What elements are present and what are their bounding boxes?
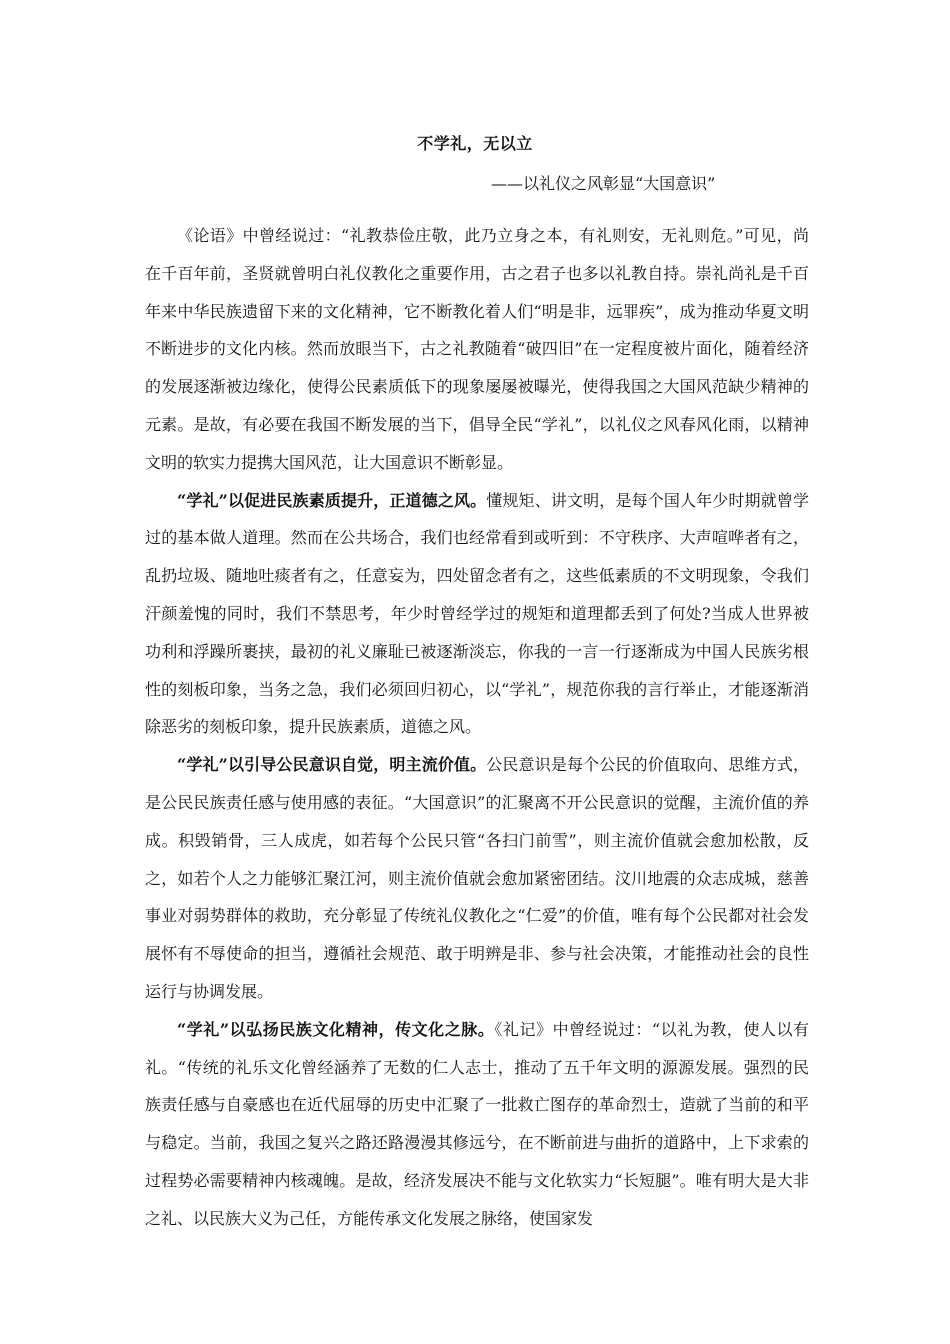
essay-subtitle: ——以礼仪之风彰显“大国意识”	[491, 174, 716, 193]
paragraph-lead: “学礼”以促进民族素质提升，正道德之风。	[177, 490, 487, 510]
paragraph-text: 公民意识是每个公民的价值取向、思维方式，是公民民族责任感与使用感的表征。“大国意识”的汇聚离不开公民意识的觉醒，主流价值的养成。积毁销骨，三人成虎，如若每个公民只管“各扫门前雪”，则主流价值就会愈加松散，反之，如若个人之力能够汇聚江河，则主流价值就会愈加紧密团结。汶川地震的众志成城，慈善事业对弱势群体的救助，充分彰显了传统礼仪教化之“仁爱”的价值，唯有每个公民都对社会发展怀有不辱使命的担当，遵循社会规范、敢于明辨是非、参与社会决策，才能推动社会的良性运行与协调发展。	[145, 755, 809, 1001]
paragraph-lead: “学礼”以弘扬民族文化精神，传文化之脉。	[177, 1019, 495, 1039]
paragraph-lead: “学礼”以引导公民意识自觉，明主流价值。	[177, 755, 487, 775]
paragraph-intro	[145, 217, 809, 482]
essay-body	[145, 217, 809, 1238]
paragraph-point-3	[145, 1011, 809, 1238]
paragraph-point-1	[145, 482, 809, 747]
essay-title: 不学礼，无以立	[417, 134, 533, 153]
paragraph-point-2	[145, 746, 809, 1011]
paragraph-text: 《论语》中曾经说过：“礼教恭俭庄敬，此乃立身之本，有礼则安，无礼则危。”可见，尚在千百年前，圣贤就曾明白礼仪教化之重要作用，古之君子也多以礼教自持。崇礼尚礼是千百年来中华民族遗留下来的文化精神，它不断教化着人们“明是非，远罪疾”，成为推动华夏文明不断进步的文化内核。然而放眼当下，古之礼教随着“破四旧”在一定程度被片面化，随着经济的发展逐渐被边缘化，使得公民素质低下的现象屡屡被曝光，使得我国之大国风范缺少精神的元素。是故，有必要在我国不断发展的当下，倡导全民“学礼”，以礼仪之风春风化雨，以精神文明的软实力提携大国风范，让大国意识不断彰显。	[145, 226, 809, 472]
paragraph-text: 懂规矩、讲文明，是每个国人年少时期就曾学过的基本做人道理。然而在公共场合，我们也经常看到或听到：不守秩序、大声喧哗者有之，乱扔垃圾、随地吐痰者有之，任意妄为，四处留念者有之，这些低素质的不文明现象，令我们汗颜羞愧的同时，我们不禁思考，年少时曾经学过的规矩和道理都丢到了何处?当成人世界被功利和浮躁所裹挟，最初的礼义廉耻已被逐渐淡忘，你我的一言一行逐渐成为中国人民族劣根性的刻板印象，当务之急，我们必须回归初心，以“学礼”，规范你我的言行举止，才能逐渐消除恶劣的刻板印象，提升民族素质，道德之风。	[145, 490, 809, 737]
paragraph-text: 《礼记》中曾经说过：“以礼为教，使人以有礼。“传统的礼乐文化曾经涵养了无数的仁人志士，推动了五千年文明的源源发展。强烈的民族责任感与自豪感也在近代屈辱的历史中汇聚了一批救亡图存的革命烈士，造就了当前的和平与稳定。当前，我国之复兴之路还路漫漫其修远兮，在不断前进与曲折的道路中，上下求索的过程势必需要精神内核魂魄。是故，经济发展决不能与文化软实力“长短腿”。唯有明大是大非之礼、以民族大义为己任，方能传承文化发展之脉络，使国家发	[145, 1019, 809, 1228]
